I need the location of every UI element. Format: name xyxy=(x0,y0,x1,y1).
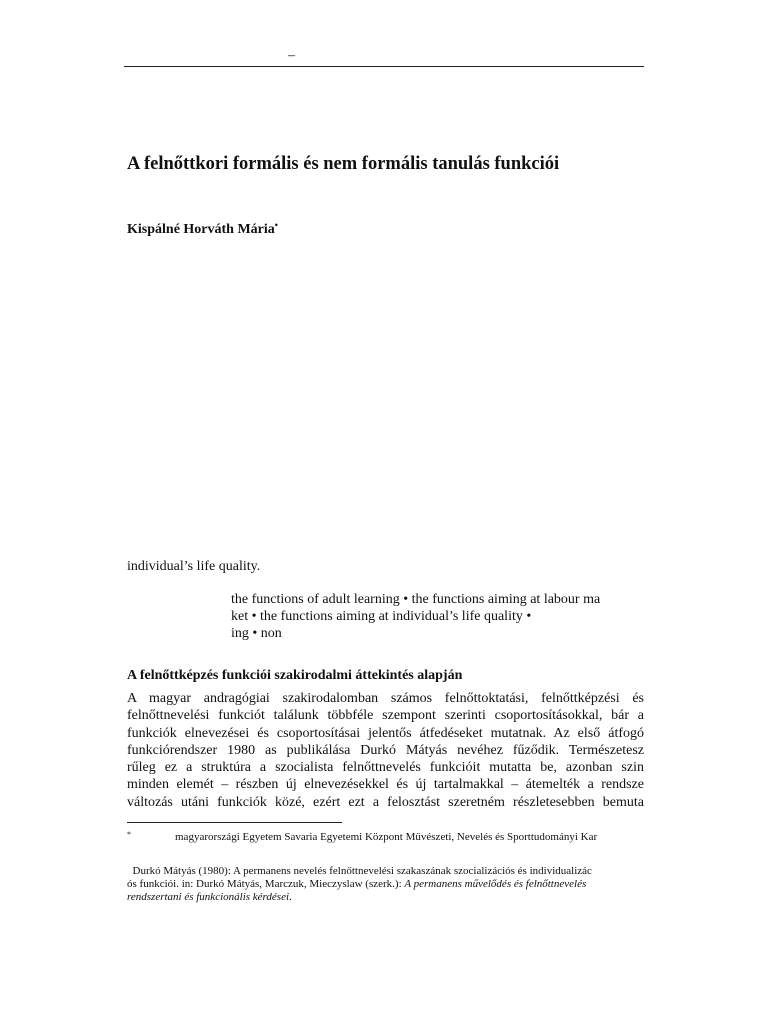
footnote-reference-line xyxy=(127,891,643,904)
abstract-tail: individual’s life quality. xyxy=(127,559,261,574)
paragraph-line: funkciók elnevezései és csoportosításai jelentős átfedéseket mutatnak. Az első átfogó xyxy=(127,725,644,741)
footnote-reference xyxy=(127,865,643,904)
footnote-affiliation xyxy=(127,830,597,843)
section-heading: A felnőttképzés funkciói szakirodalmi áttekintés alapján xyxy=(127,668,463,683)
keywords-line: ing • non xyxy=(231,626,282,641)
author-name: Kispálné Horváth Mária xyxy=(127,222,275,237)
footnote-mark: * xyxy=(127,830,131,839)
reference-plain-text: ós funkciói. in: Durkó Mátyás, Marczuk, Mieczyslaw (szerk.): xyxy=(127,878,405,890)
reference-plain-text: . xyxy=(289,891,292,903)
keywords-line: the functions of adult learning • the functions aiming at labour ma xyxy=(231,592,601,607)
paper-title: A felnőttkori formális és nem formális tanulás funkciói xyxy=(127,154,560,174)
header-rule xyxy=(124,66,644,67)
paragraph-line: rűleg ez a struktúra a szocialista felnőttnevelés funkcióit mutatta be, azonban szin xyxy=(127,760,644,776)
author-footnote-mark: • xyxy=(274,220,278,230)
header-dash: – xyxy=(288,48,295,63)
keywords-line: ket • the functions aiming at individual’s life quality • xyxy=(231,609,532,624)
footnote-separator xyxy=(127,822,342,823)
body-paragraph xyxy=(127,690,644,811)
paragraph-line: funkciórendszer 1980 as publikálása Durkó Mátyás nevéhez fűződik. Természetesz xyxy=(127,742,644,758)
reference-italic-title: A permanens művelődés és felnőttnevelés xyxy=(404,878,587,890)
author-line xyxy=(127,220,278,238)
reference-italic-title: rendszertani és funkcionális kérdései xyxy=(127,891,290,903)
footnote-affiliation-text: magyarországi Egyetem Savaria Egyetemi Központ Művészeti, Nevelés és Sporttudományi Kar xyxy=(175,831,598,843)
footnote-reference-line xyxy=(127,878,643,891)
paragraph-line: felnőttnevelési funkciót találunk többféle szempont szerinti csoportosításokkal, bár a xyxy=(127,708,644,724)
paragraph-line: minden elemét – részben új elnevezésekkel és új tartalmakkal – átemelték a rendsze xyxy=(127,777,644,793)
keywords-block xyxy=(231,591,631,642)
paragraph-line: A magyar andragógiai szakirodalomban számos felnőttoktatási, felnőttképzési és xyxy=(127,691,644,706)
footnote-reference-line: Durkó Mátyás (1980): A permanens nevelés felnőttnevelési szakaszának szocializációs és individualizác xyxy=(127,865,592,877)
paragraph-line: változás utáni funkciók közé, ezért ezt a felosztást szeretném részletesebben bemuta xyxy=(127,794,644,810)
